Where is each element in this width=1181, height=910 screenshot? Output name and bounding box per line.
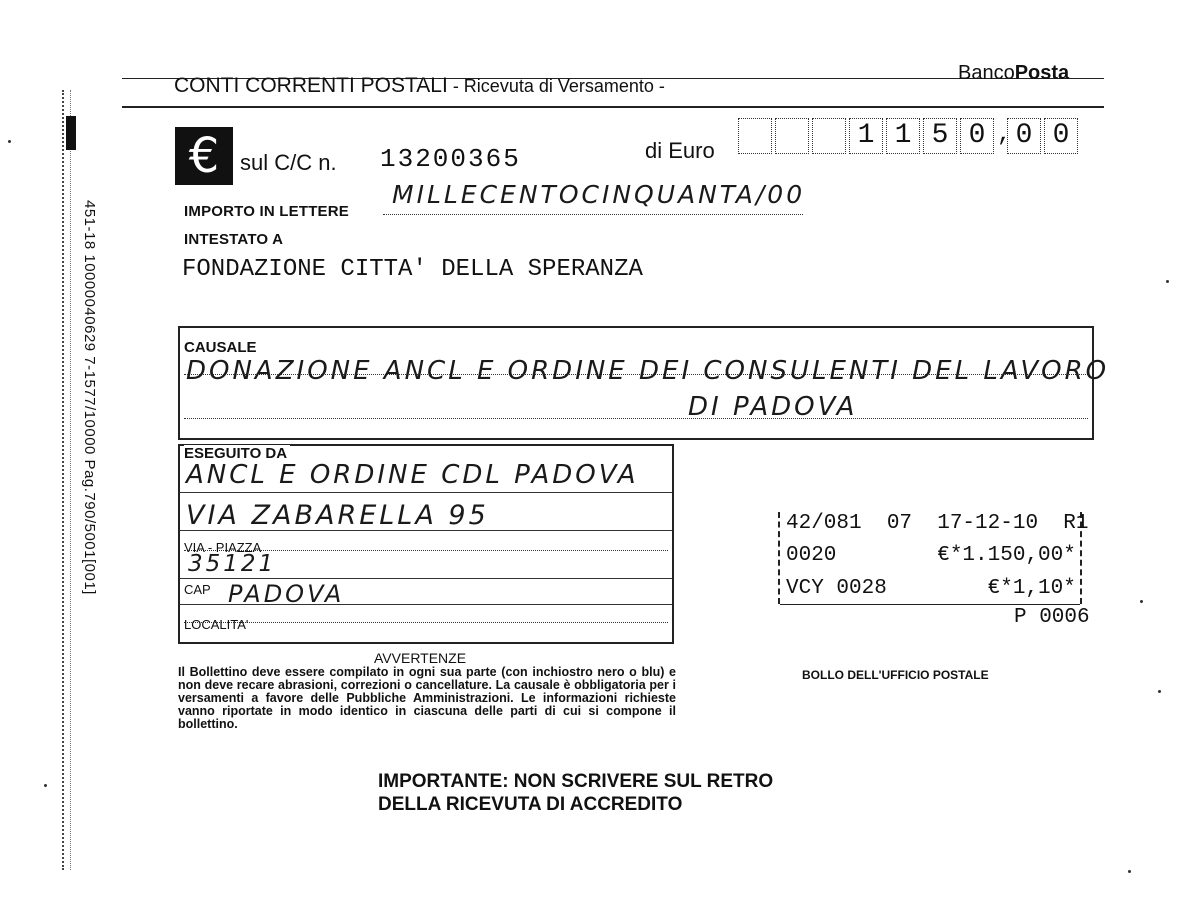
perforation-line <box>62 90 64 870</box>
cc-label: sul C/C n. <box>240 150 337 175</box>
amount-digit-box: 0 <box>1007 118 1041 154</box>
registration-mark <box>66 116 76 150</box>
eseguito-line <box>184 622 668 623</box>
amount-digit-box <box>812 118 846 154</box>
importo-label: IMPORTO IN LETTERE <box>184 203 349 220</box>
euro-label: di Euro <box>645 138 715 163</box>
brand-prefix: Banco <box>958 62 1015 84</box>
causale-handwritten-line1: DONAZIONE ANCL E ORDINE DEI CONSULENTI DEL LAVORO <box>186 356 1110 386</box>
eseguito-handwritten-line2: VIA ZABARELLA 95 <box>186 500 489 531</box>
stamp-row-2: 0020 €*1.150,00* <box>786 544 1076 567</box>
importo-dotted-line <box>383 214 803 215</box>
scan-speck <box>1140 600 1143 603</box>
scan-speck <box>1128 870 1131 873</box>
perforation-line <box>70 90 71 870</box>
intestato-label: INTESTATO A <box>184 231 284 248</box>
via-piazza-label: VIA - PIAZZA <box>184 540 262 555</box>
importante-line1: IMPORTANTE: NON SCRIVERE SUL RETRO <box>378 771 774 792</box>
intestato-value: FONDAZIONE CITTA' DELLA SPERANZA <box>182 256 643 283</box>
amount-digit-box: 5 <box>923 118 957 154</box>
importante-notice <box>378 770 773 816</box>
scan-speck <box>1158 690 1161 693</box>
avvertenze-text: Il Bollettino deve essere compilato in ogni sua parte (con inchiostro nero o blu) e non deve recare abrasioni, correzioni o cancellature. La causale è obbligatoria per i versamenti a favore delle Pubbliche Amministrazioni. Le informazioni richieste vanno riportate in modo identico in ciascuna delle parti di cui si compone il bollettino. <box>178 665 676 731</box>
side-document-code: 451-18 10000040629 7-1577/10000 Pag.790/5001[001] <box>81 200 98 595</box>
amount-digit-box <box>775 118 809 154</box>
eseguito-line <box>180 492 672 493</box>
stamp-row-1: 42/081 07 17-12-10 R1 <box>786 512 1089 535</box>
eseguito-label: ESEGUITO DA <box>184 445 290 462</box>
scan-speck <box>8 140 11 143</box>
cap-handwritten: 35121 <box>188 551 277 577</box>
receipt-title <box>174 74 665 98</box>
scan-speck <box>1166 280 1169 283</box>
localita-handwritten: PADOVA <box>228 580 345 608</box>
eseguito-line <box>180 578 672 579</box>
stamp-underline <box>780 604 1080 605</box>
amount-digit-box: 0 <box>1044 118 1078 154</box>
causale-label: CAUSALE <box>184 339 260 356</box>
bancoposta-logo <box>958 62 1069 85</box>
cap-label: CAP <box>184 582 211 597</box>
eseguito-handwritten-line1: ANCL E ORDINE CDL PADOVA <box>186 460 639 490</box>
bollo-ufficio-label: BOLLO DELL'UFFICIO POSTALE <box>802 668 989 682</box>
amount-digit-box: 1 <box>849 118 883 154</box>
cc-number: 13200365 <box>380 144 521 174</box>
amount-digit-box: 0 <box>960 118 994 154</box>
amount-boxes <box>738 118 1081 154</box>
euro-icon: € <box>175 127 233 185</box>
header-rule-bottom <box>122 106 1104 108</box>
receipt-title-main: CONTI CORRENTI POSTALI <box>174 74 448 97</box>
importante-line2: DELLA RICEVUTA DI ACCREDITO <box>378 794 683 815</box>
stamp-border-left <box>778 512 780 604</box>
scan-speck <box>44 784 47 787</box>
amount-digit-box <box>738 118 772 154</box>
causale-handwritten-line2: DI PADOVA <box>688 392 858 422</box>
avvertenze-title: AVVERTENZE <box>374 650 467 666</box>
stamp-row-3: VCY 0028 €*1,10* <box>786 577 1076 600</box>
brand-suffix: Posta <box>1014 62 1070 84</box>
amount-digit-box: 1 <box>886 118 920 154</box>
stamp-row-4: P 0006 <box>1014 606 1090 629</box>
amount-decimal-separator: , <box>997 121 1012 148</box>
causale-line <box>184 418 1088 419</box>
receipt-title-sub: - Ricevuta di Versamento - <box>447 76 665 96</box>
localita-label: LOCALITA' <box>184 617 249 632</box>
importo-handwritten: MILLECENTOCINQUANTA/00 <box>392 180 806 209</box>
